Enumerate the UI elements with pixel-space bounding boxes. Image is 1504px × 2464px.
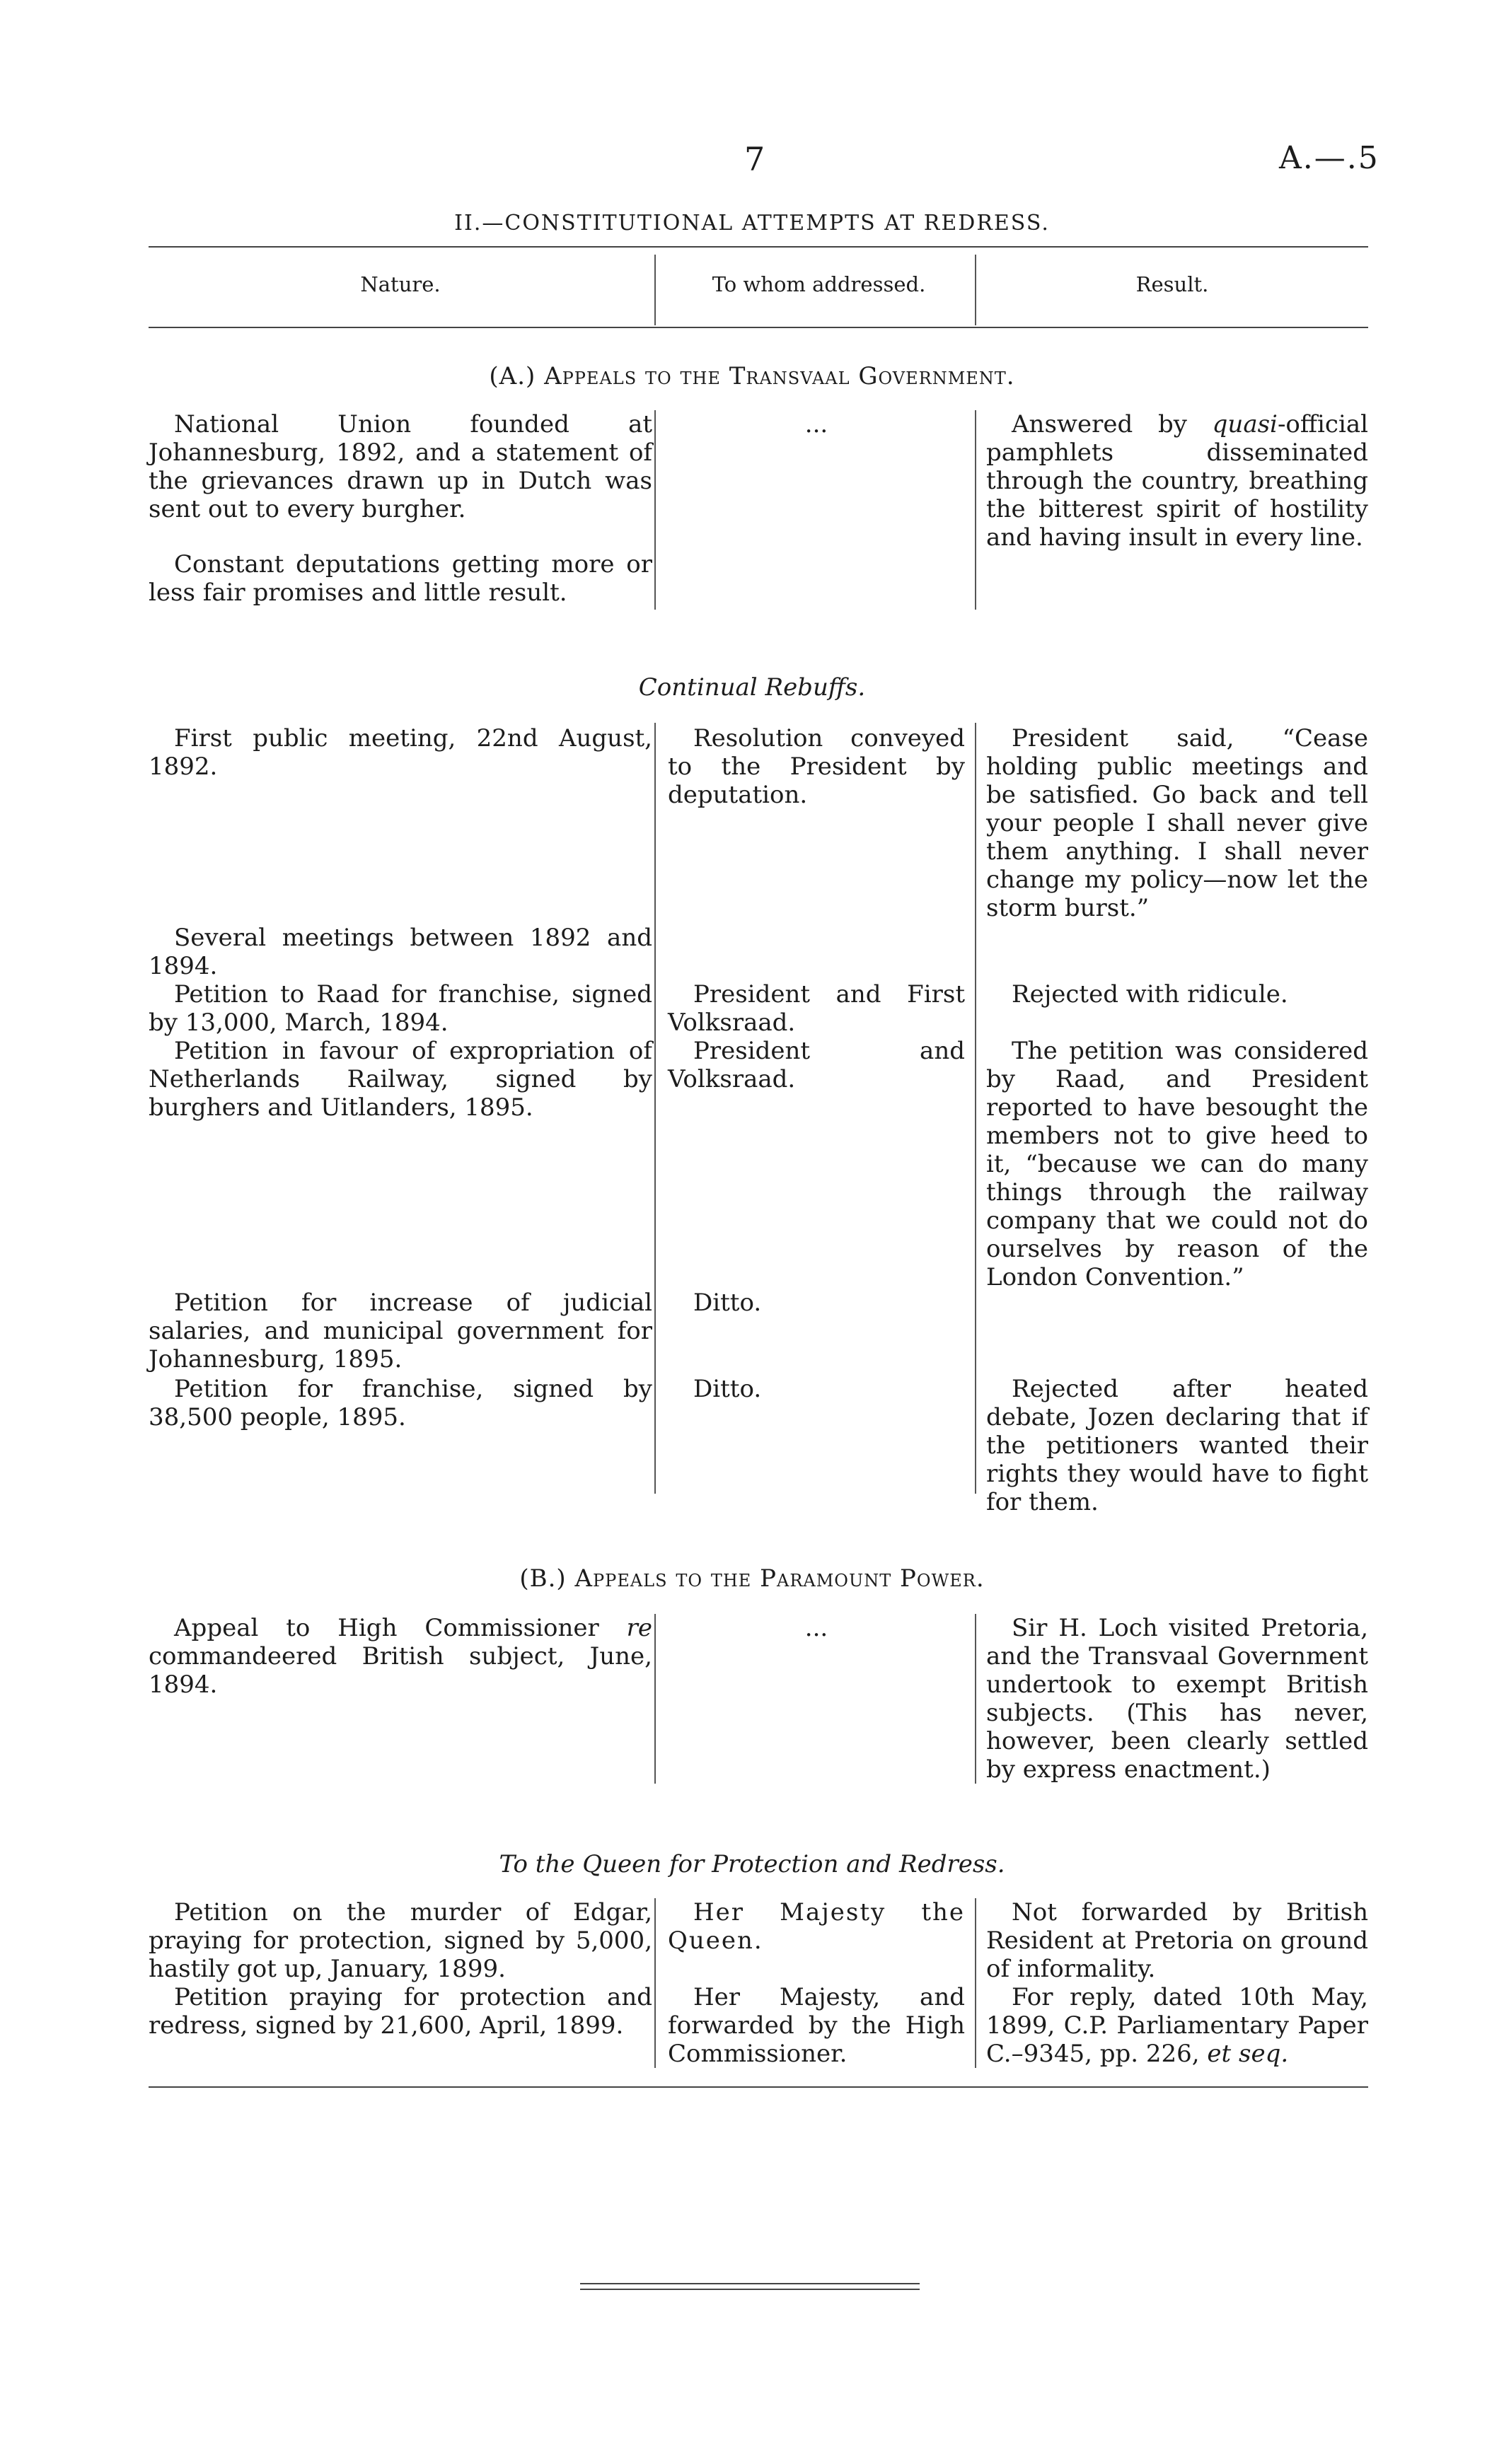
column-divider bbox=[975, 255, 976, 325]
rebuffs-result-3: Rejected with ridicule. bbox=[1012, 980, 1288, 1009]
section-a-heading: (A.) Appeals to the Transvaal Government. bbox=[489, 362, 1015, 390]
rebuffs-heading: Continual Rebuffs. bbox=[638, 673, 866, 702]
queen-result-1: Not forwarded by British Resident at Pretoria on ground of informality. bbox=[986, 1898, 1368, 1983]
section-b-result: Sir H. Loch visited Pretoria, and the Transvaal Government undertook to exempt British subjects. (This has never, however, been clearly settled by express enactment.) bbox=[986, 1614, 1368, 1784]
queen-addressed-1: Her Majesty the Queen. bbox=[668, 1898, 965, 1955]
result-italic: et seq. bbox=[1207, 2040, 1289, 2068]
section-a-result-1 bbox=[986, 410, 1368, 552]
page-title: II.—CONSTITUTIONAL ATTEMPTS AT REDRESS. bbox=[454, 211, 1050, 236]
column-divider bbox=[654, 723, 656, 1494]
nature-text: commandeered British subject, June, 1894. bbox=[149, 1642, 652, 1699]
rebuffs-addressed-4: President and Volksraad. bbox=[668, 1037, 965, 1093]
section-b-addressed: ... bbox=[804, 1614, 828, 1642]
column-divider bbox=[654, 255, 656, 325]
rebuffs-addressed-3: President and First Volksraad. bbox=[668, 980, 965, 1037]
rebuffs-result-1: President said, “Cease holding public meetings and be satisfied. Go back and tell your people I shall never give them anything. I shall never change my policy—now let the storm burst.” bbox=[986, 724, 1368, 922]
rebuffs-nature-6: Petition for franchise, signed by 38,500 people, 1895. bbox=[149, 1375, 652, 1431]
queen-heading: To the Queen for Protection and Redress. bbox=[499, 1850, 1005, 1878]
section-b-heading: (B.) Appeals to the Paramount Power. bbox=[519, 1564, 985, 1593]
column-divider bbox=[654, 410, 656, 610]
column-header-result: Result. bbox=[1135, 272, 1209, 296]
footer-rule bbox=[580, 2283, 920, 2284]
result-text: For reply, dated 10th May, 1899, C.P. Parliamentary Paper C.–9345, pp. 226, bbox=[986, 1983, 1368, 2068]
result-italic: quasi bbox=[1212, 410, 1278, 438]
result-text: Answered by bbox=[1012, 410, 1213, 438]
rebuffs-addressed-1: Resolution conveyed to the President by deputation. bbox=[668, 724, 965, 809]
nature-text: Appeal to High Commissioner bbox=[174, 1614, 627, 1642]
column-divider bbox=[975, 1898, 976, 2068]
rebuffs-nature-2: Several meetings between 1892 and 1894. bbox=[149, 924, 652, 980]
page-number: 7 bbox=[744, 140, 765, 178]
rebuffs-result-6: Rejected after heated debate, Jozen declaring that if the petitioners wanted their rights they would have to fight for them. bbox=[986, 1375, 1368, 1516]
section-a-addressed-1: ... bbox=[804, 410, 828, 438]
column-divider bbox=[975, 1614, 976, 1784]
footer-rule bbox=[580, 2289, 920, 2290]
column-header-addressed: To whom addressed. bbox=[712, 272, 926, 296]
document-reference: A.—.5 bbox=[1279, 140, 1379, 176]
header-bottom-rule bbox=[149, 327, 1368, 328]
column-divider bbox=[654, 1614, 656, 1784]
column-divider bbox=[975, 410, 976, 610]
section-a-nature-1: National Union founded at Johannesburg, 1892, and a statement of the grievances drawn up in Dutch was sent out to every burgher. bbox=[149, 410, 652, 523]
rebuffs-addressed-5: Ditto. bbox=[693, 1289, 762, 1317]
header-top-rule bbox=[149, 246, 1368, 248]
column-header-nature: Nature. bbox=[360, 272, 441, 296]
result-text: -official pamphlets disseminated through the country, breathing the bitterest spirit of hostility and having insult in every line. bbox=[986, 410, 1368, 552]
queen-result-2 bbox=[986, 1983, 1368, 2068]
nature-italic: re bbox=[626, 1614, 652, 1642]
section-b-nature bbox=[149, 1614, 652, 1699]
column-divider bbox=[654, 1898, 656, 2068]
rebuffs-nature-3: Petition to Raad for franchise, signed by 13,000, March, 1894. bbox=[149, 980, 652, 1037]
rebuffs-nature-1: First public meeting, 22nd August, 1892. bbox=[149, 724, 652, 781]
rebuffs-nature-4: Petition in favour of expropriation of Netherlands Railway, signed by burghers and Uitlanders, 1895. bbox=[149, 1037, 652, 1122]
queen-nature-2: Petition praying for protection and redress, signed by 21,600, April, 1899. bbox=[149, 1983, 652, 2040]
queen-addressed-2: Her Majesty, and forwarded by the High Commissioner. bbox=[668, 1983, 965, 2068]
rebuffs-nature-5: Petition for increase of judicial salaries, and municipal government for Johannesburg, 1895. bbox=[149, 1289, 652, 1373]
table-bottom-rule bbox=[149, 2086, 1368, 2088]
section-a-nature-2: Constant deputations getting more or less fair promises and little result. bbox=[149, 550, 652, 607]
rebuffs-addressed-6: Ditto. bbox=[693, 1375, 762, 1403]
column-divider bbox=[975, 723, 976, 1494]
queen-nature-1: Petition on the murder of Edgar, praying for protection, signed by 5,000, hastily got up, January, 1899. bbox=[149, 1898, 652, 1983]
rebuffs-result-4: The petition was considered by Raad, and President reported to have besought the members not to give heed to it, “because we can do many things through the railway company that we could not do ourselves by reason of the London Convention.” bbox=[986, 1037, 1368, 1291]
